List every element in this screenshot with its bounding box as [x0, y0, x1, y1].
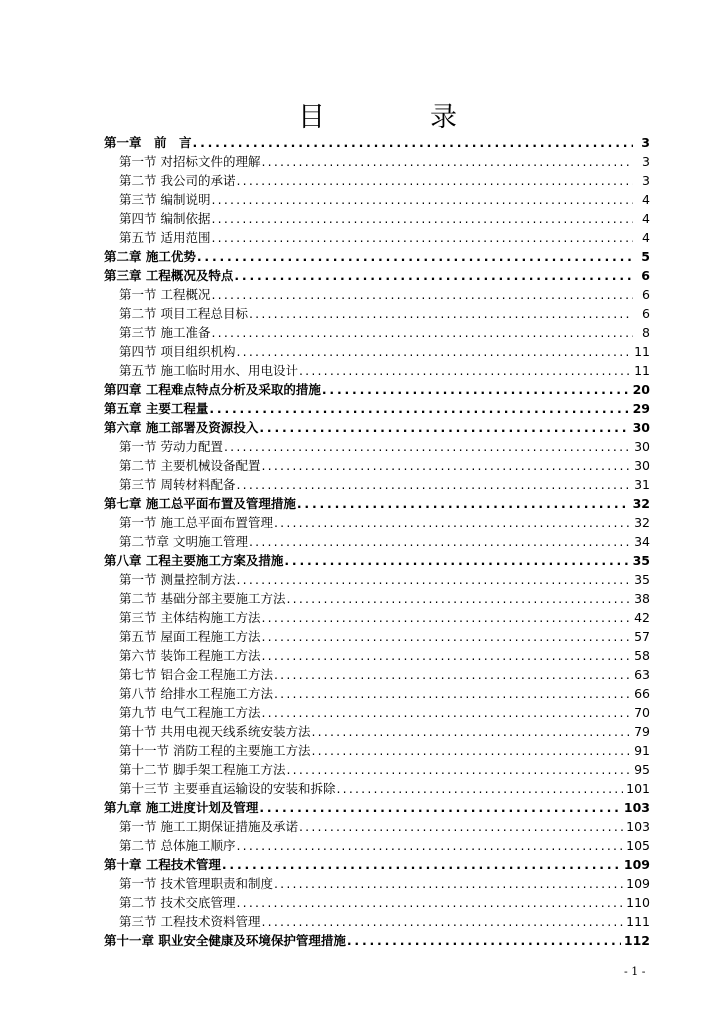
toc-entry-label: 第三节 主体结构施工方法: [119, 610, 261, 625]
toc-page-number: 4: [642, 211, 650, 226]
toc-entry-label: 第五节 施工临时用水、用电设计: [119, 363, 298, 378]
toc-chapter-entry[interactable]: [104, 551, 650, 570]
toc-dot-leader: [193, 133, 633, 152]
toc-dot-leader: [222, 855, 621, 874]
toc-dot-leader: [274, 874, 623, 893]
toc-entry-label: 第三节 施工准备: [119, 325, 211, 340]
toc-page-number: 30: [632, 420, 650, 435]
toc-entry-label: 第二节 基础分部主要施工方法: [119, 591, 286, 606]
toc-dot-leader: [284, 551, 629, 570]
toc-page-number: 57: [634, 629, 650, 644]
toc-page-number: 6: [642, 287, 650, 302]
title-char-mu: 目: [298, 102, 325, 133]
toc-section-entry[interactable]: [104, 760, 650, 779]
toc-entry-label: 第二节 主要机械设备配置: [119, 458, 261, 473]
toc-section-entry[interactable]: [104, 342, 650, 361]
toc-section-entry[interactable]: [104, 589, 650, 608]
toc-page-number: 11: [634, 344, 650, 359]
toc-page-number: 31: [634, 477, 650, 492]
toc-dot-leader: [311, 741, 631, 760]
toc-entry-label: 第十章 工程技术管理: [104, 857, 221, 872]
toc-page-number: 4: [642, 230, 650, 245]
toc-page-number: 3: [642, 173, 650, 188]
toc-entry-label: 第一章 前 言: [104, 135, 192, 150]
toc-entry-label: 第二节 项目工程总目标: [119, 306, 248, 321]
toc-entry-label: 第一节 施工总平面布置管理: [119, 515, 273, 530]
toc-section-entry[interactable]: [104, 209, 650, 228]
toc-page-number: 103: [626, 819, 650, 834]
toc-dot-leader: [211, 190, 633, 209]
toc-section-entry[interactable]: [104, 456, 650, 475]
toc-entry-label: 第六章 施工部署及资源投入: [104, 420, 259, 435]
toc-section-entry[interactable]: [104, 152, 650, 171]
toc-entry-label: 第七章 施工总平面布置及管理措施: [104, 496, 296, 511]
toc-dot-leader: [236, 893, 623, 912]
toc-page-number: 109: [623, 857, 650, 872]
toc-section-entry[interactable]: [104, 627, 650, 646]
toc-dot-leader: [234, 266, 633, 285]
toc-section-entry[interactable]: [104, 779, 650, 798]
toc-entry-label: 第二节章 文明施工管理: [119, 534, 248, 549]
toc-dot-leader: [259, 798, 621, 817]
toc-chapter-entry[interactable]: [104, 798, 650, 817]
toc-entry-label: 第五节 屋面工程施工方法: [119, 629, 261, 644]
toc-dot-leader: [236, 570, 631, 589]
toc-entry-label: 第三节 周转材料配备: [119, 477, 236, 492]
toc-section-entry[interactable]: [104, 190, 650, 209]
toc-section-entry[interactable]: [104, 817, 650, 836]
toc-page-number: 110: [626, 895, 650, 910]
toc-page-number: 3: [642, 154, 650, 169]
toc-entry-label: 第一节 施工工期保证措施及承诺: [119, 819, 298, 834]
toc-section-entry[interactable]: [104, 646, 650, 665]
toc-entry-label: 第八节 给排水工程施工方法: [119, 686, 273, 701]
toc-page-number: 101: [626, 781, 650, 796]
toc-chapter-entry[interactable]: [104, 380, 650, 399]
toc-page-number: 11: [634, 363, 650, 378]
toc-page-number: 20: [632, 382, 650, 397]
toc-section-entry[interactable]: [104, 437, 650, 456]
title-char-lu: 录: [430, 102, 457, 133]
toc-page-number: 29: [632, 401, 650, 416]
toc-dot-leader: [274, 665, 631, 684]
toc-dot-leader: [209, 399, 629, 418]
toc-dot-leader: [297, 494, 630, 513]
toc-page-number: 3: [641, 135, 650, 150]
toc-page-number: 91: [634, 743, 650, 758]
toc-entry-label: 第一节 工程概况: [119, 287, 211, 302]
toc-dot-leader: [249, 532, 631, 551]
toc-page-number: 42: [634, 610, 650, 625]
toc-section-entry[interactable]: [104, 323, 650, 342]
toc-page-number: 111: [626, 914, 650, 929]
toc-chapter-entry[interactable]: [104, 931, 650, 950]
toc-page-number: 38: [634, 591, 650, 606]
toc-dot-leader: [261, 703, 631, 722]
toc-entry-label: 第五章 主要工程量: [104, 401, 209, 416]
toc-dot-leader: [211, 228, 633, 247]
toc-entry-label: 第十三节 主要垂直运输设的安装和拆除: [119, 781, 336, 796]
toc-entry-label: 第二节 我公司的承诺: [119, 173, 236, 188]
toc-page-number: 66: [634, 686, 650, 701]
toc-page-number: 5: [641, 249, 650, 264]
toc-dot-leader: [274, 513, 631, 532]
toc-entry-label: 第十二节 脚手架工程施工方法: [119, 762, 286, 777]
toc-dot-leader: [336, 779, 623, 798]
toc-chapter-entry[interactable]: [104, 247, 650, 266]
toc-dot-leader: [211, 285, 633, 304]
toc-entry-label: 第一节 测量控制方法: [119, 572, 236, 587]
toc-page-number: 105: [626, 838, 650, 853]
toc-page-number: 34: [634, 534, 650, 549]
toc-chapter-entry[interactable]: [104, 399, 650, 418]
toc-entry-label: 第九章 施工进度计划及管理: [104, 800, 259, 815]
toc-entry-label: 第一节 劳动力配置: [119, 439, 223, 454]
toc-section-entry[interactable]: [104, 665, 650, 684]
toc-dot-leader: [299, 817, 623, 836]
toc-entry-label: 第四节 编制依据: [119, 211, 211, 226]
toc-page-number: 6: [641, 268, 650, 283]
toc-entry-label: 第十一章 职业安全健康及环境保护管理措施: [104, 933, 346, 948]
toc-dot-leader: [286, 760, 631, 779]
toc-page-number: 112: [623, 933, 650, 948]
toc-dot-leader: [249, 304, 633, 323]
toc-chapter-entry[interactable]: [104, 266, 650, 285]
toc-section-entry[interactable]: [104, 570, 650, 589]
toc-entry-label: 第六节 装饰工程施工方法: [119, 648, 261, 663]
toc-entry-label: 第四节 项目组织机构: [119, 344, 236, 359]
toc-dot-leader: [236, 836, 623, 855]
toc-dot-leader: [274, 684, 631, 703]
toc-entry-label: 第一节 对招标文件的理解: [119, 154, 261, 169]
toc-entry-label: 第三节 编制说明: [119, 192, 211, 207]
toc-section-entry[interactable]: [104, 228, 650, 247]
toc-dot-leader: [224, 437, 631, 456]
toc-section-entry[interactable]: [104, 912, 650, 931]
toc-dot-leader: [261, 627, 631, 646]
toc-section-entry[interactable]: [104, 703, 650, 722]
toc-entry-label: 第二章 施工优势: [104, 249, 196, 264]
toc-dot-leader: [261, 456, 631, 475]
toc-chapter-entry[interactable]: [104, 494, 650, 513]
toc-section-entry[interactable]: [104, 608, 650, 627]
toc-entry-label: 第七节 铝合金工程施工方法: [119, 667, 273, 682]
toc-dot-leader: [261, 646, 631, 665]
toc-section-entry[interactable]: [104, 722, 650, 741]
toc-page-number: 95: [634, 762, 650, 777]
toc-entry-label: 第一节 技术管理职责和制度: [119, 876, 273, 891]
toc-chapter-entry[interactable]: [104, 418, 650, 437]
toc-entry-label: 第三章 工程概况及特点: [104, 268, 234, 283]
toc-entry-label: 第九节 电气工程施工方法: [119, 705, 261, 720]
toc-entry-label: 第三节 工程技术资料管理: [119, 914, 261, 929]
toc-section-entry[interactable]: [104, 361, 650, 380]
toc-entry-label: 第十节 共用电视天线系统安装方法: [119, 724, 311, 739]
toc-page-number: 32: [634, 515, 650, 530]
toc-section-entry[interactable]: [104, 874, 650, 893]
toc-dot-leader: [347, 931, 621, 950]
toc-page-number: 6: [642, 306, 650, 321]
toc-dot-leader: [261, 152, 633, 171]
toc-page-number: 30: [634, 458, 650, 473]
toc-dot-leader: [236, 342, 631, 361]
toc-chapter-entry[interactable]: [104, 855, 650, 874]
toc-page-number: 32: [632, 496, 650, 511]
toc-dot-leader: [261, 608, 631, 627]
toc-section-entry[interactable]: [104, 893, 650, 912]
toc-section-entry[interactable]: [104, 513, 650, 532]
toc-page-number: 8: [642, 325, 650, 340]
toc-entry-label: 第五节 适用范围: [119, 230, 211, 245]
toc-page-number: 4: [642, 192, 650, 207]
toc-section-entry[interactable]: [104, 171, 650, 190]
toc-chapter-entry[interactable]: [104, 133, 650, 152]
toc-section-entry[interactable]: [104, 684, 650, 703]
toc-page-number: 79: [634, 724, 650, 739]
toc-dot-leader: [211, 209, 633, 228]
toc-section-entry[interactable]: [104, 304, 650, 323]
toc-entry-label: 第二节 总体施工顺序: [119, 838, 236, 853]
toc-dot-leader: [286, 589, 631, 608]
toc-dot-leader: [322, 380, 630, 399]
toc-section-entry[interactable]: [104, 532, 650, 551]
toc-section-entry[interactable]: [104, 741, 650, 760]
toc-dot-leader: [236, 475, 631, 494]
toc-dot-leader: [236, 171, 633, 190]
toc-dot-leader: [259, 418, 629, 437]
toc-page-number: 103: [623, 800, 650, 815]
toc-entry-label: 第四章 工程难点特点分析及采取的措施: [104, 382, 321, 397]
toc-section-entry[interactable]: [104, 475, 650, 494]
toc-dot-leader: [197, 247, 633, 266]
toc-entry-label: 第十一节 消防工程的主要施工方法: [119, 743, 311, 758]
toc-dot-leader: [211, 323, 633, 342]
toc-page-number: 70: [634, 705, 650, 720]
toc-page-number: 35: [634, 572, 650, 587]
toc-page-number: 35: [632, 553, 650, 568]
toc-dot-leader: [299, 361, 631, 380]
toc-page-number: 63: [634, 667, 650, 682]
toc-dot-leader: [261, 912, 623, 931]
toc-entry-label: 第八章 工程主要施工方案及措施: [104, 553, 284, 568]
page-number: - 1 -: [624, 965, 646, 978]
table-of-contents: [104, 133, 650, 950]
toc-dot-leader: [311, 722, 631, 741]
toc-section-entry[interactable]: [104, 285, 650, 304]
toc-page-number: 30: [634, 439, 650, 454]
toc-section-entry[interactable]: [104, 836, 650, 855]
toc-entry-label: 第二节 技术交底管理: [119, 895, 236, 910]
toc-page-number: 109: [626, 876, 650, 891]
toc-title: [0, 100, 724, 136]
toc-page-number: 58: [634, 648, 650, 663]
